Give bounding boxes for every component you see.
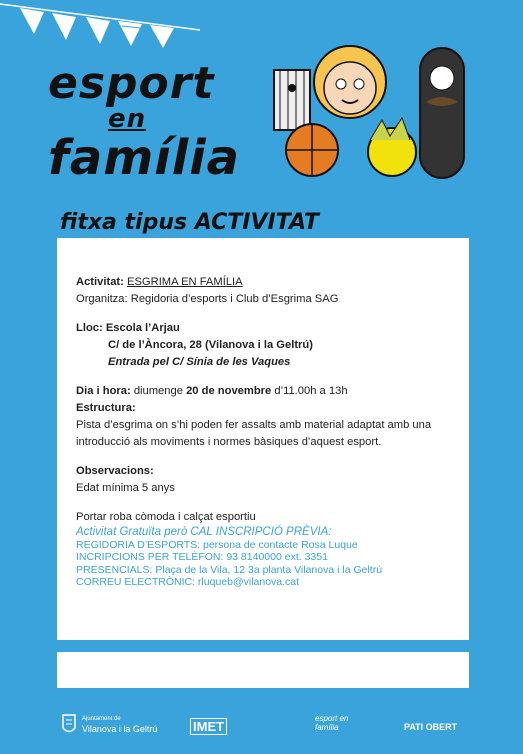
logo-esport: esport xyxy=(48,58,215,109)
imet-logo: IMET xyxy=(190,718,227,735)
skateboard-character-icon xyxy=(420,48,464,178)
tennis-ball-character-icon xyxy=(368,118,416,176)
observacions-label: Observacions: xyxy=(76,465,154,477)
address: C/ de l’Àncora, 28 (Vilanova i la Geltrú) xyxy=(108,339,313,351)
entrance: Entrada pel C/ Sínia de les Vaques xyxy=(108,356,291,368)
dia-time: d’11.00h a 13h xyxy=(274,385,348,397)
esport-familia-logo: esport en família xyxy=(315,714,349,732)
inscription-line4[interactable]: CORREU ELECTRÒNIC: rluqueb@vilanova.cat xyxy=(76,576,300,588)
characters-illustration xyxy=(262,40,472,190)
dia-label: Dia i hora: xyxy=(76,385,131,397)
shuttlecock-icon xyxy=(274,70,310,130)
footer-logos xyxy=(0,708,523,754)
inscription-line1: REGIDORIA D’ESPORTS: persona de contacte Rosa Luque xyxy=(76,538,358,551)
ajuntament-name: Vilanova i la Geltrú xyxy=(82,724,158,734)
observacions-text: Edat mínima 5 anys xyxy=(76,482,175,494)
dia-date: 20 de novembre xyxy=(186,385,272,397)
subtitle: fitxa tipus ACTIVITAT xyxy=(60,210,319,235)
inscription-title: Activitat Gratuïta però CAL INSCRIPCIÓ PRÈVIA: xyxy=(76,526,332,538)
organitza-label: Organitza: xyxy=(76,293,128,305)
dia-line xyxy=(76,383,451,400)
ajuntament-small: Ajuntament de xyxy=(82,716,121,722)
estructura-label: Estructura: xyxy=(76,402,136,414)
girl-character-icon xyxy=(314,46,386,118)
blank-bar xyxy=(57,652,469,688)
lloc-value: Escola l’Arjau xyxy=(105,322,180,334)
inscription-line2: INCRIPCIONS PER TELÈFON: 93 8140000 ext. 3351 xyxy=(76,551,328,563)
logo-familia: família xyxy=(48,130,241,186)
activitat-label: Activitat: xyxy=(76,276,124,288)
basketball-character-icon xyxy=(286,124,338,176)
organitza-line xyxy=(76,291,451,308)
info-card xyxy=(57,238,469,640)
lloc-label: Lloc: xyxy=(76,322,103,334)
city-crest-icon xyxy=(62,714,76,736)
note: Portar roba còmoda i calçat esportiu xyxy=(76,511,256,523)
dia-prefix: diumenge xyxy=(133,385,183,397)
activitat-value: ESGRIMA EN FAMÍLIA xyxy=(126,276,243,288)
lloc-line xyxy=(76,320,451,337)
pati-obert-logo: PATI OBERT xyxy=(404,722,458,732)
organitza-value: Regidoria d’esports i Club d’Esgrima SAG xyxy=(130,293,339,305)
logo-en: en xyxy=(108,104,147,134)
inscription-line3: PRESENCIALS: Plaça de la Vila, 12 3a planta Vilanova i la Geltrú xyxy=(76,563,383,576)
estructura-text: Pista d’esgrima on s’hi poden fer assalts amb material adaptat amb una introducció als moviments i normes bàsiques d’aquest esport. xyxy=(76,419,432,448)
activitat-line xyxy=(76,274,451,291)
